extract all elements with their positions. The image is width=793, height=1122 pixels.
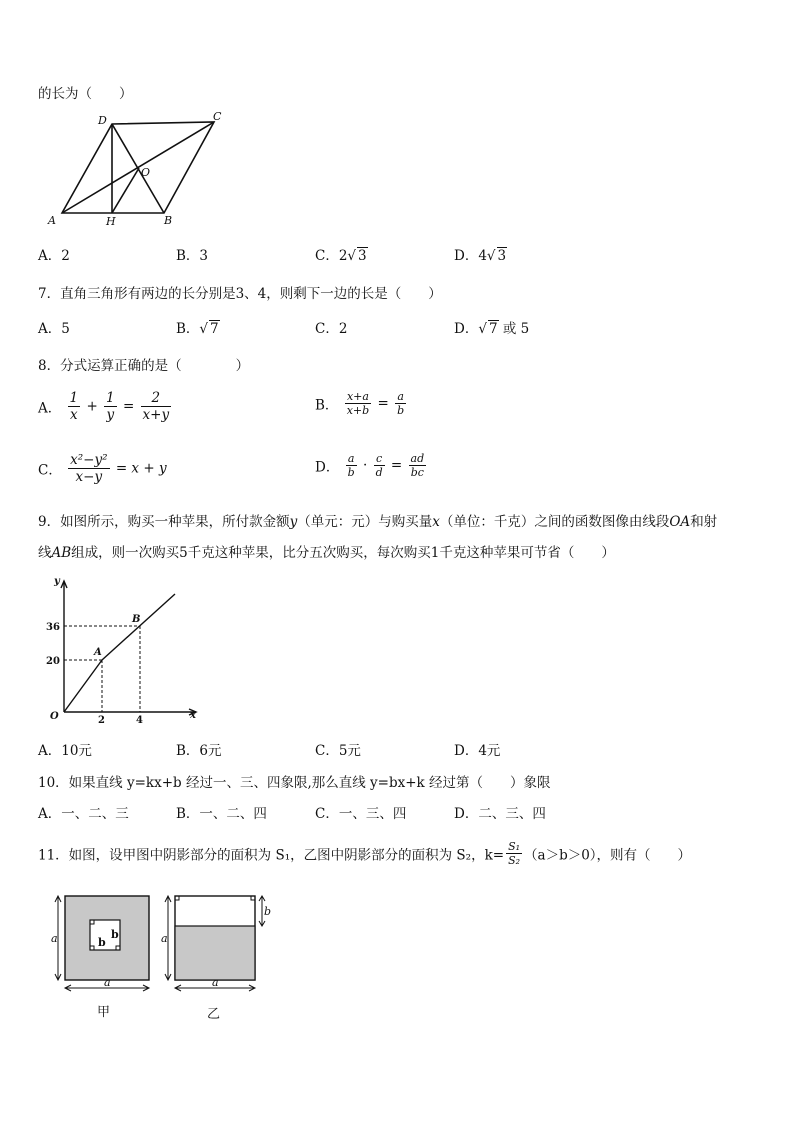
q8-option-a[interactable]: A． $\frac{1}{x}$ + $\frac{1}{y}$ = $\frac{2}{x+y}$ bbox=[38, 390, 170, 423]
fig2-label-a-left: a bbox=[161, 932, 168, 945]
q8-option-d[interactable]: D． $\frac{a}{b}$ · $\frac{c}{d}$ = $\frac{ad}{bc}$ bbox=[315, 452, 425, 479]
q6-option-a[interactable]: A．2 bbox=[38, 248, 70, 264]
label-d: D bbox=[98, 114, 107, 127]
q6-option-b[interactable]: B．3 bbox=[176, 248, 209, 264]
label-o: O bbox=[141, 166, 151, 179]
q6-option-c-label: C．2 bbox=[315, 248, 348, 264]
fig1-label-a-bottom: a bbox=[104, 976, 111, 989]
q8-option-c[interactable]: C． $\frac{\text{x²−y²}}{x-y}$ = x + y bbox=[38, 452, 167, 485]
q6-option-d-label: D．4 bbox=[454, 248, 487, 264]
sqrt-symbol: √ 7 bbox=[199, 321, 219, 337]
x-tick-label: 4 bbox=[136, 715, 143, 726]
fig1-caption: 甲 bbox=[97, 1005, 111, 1020]
q10-option-d[interactable]: D．二、三、四 bbox=[454, 806, 546, 822]
fig1-label-b1: b bbox=[111, 928, 119, 941]
q8-option-b[interactable]: B． $\frac{x+a}{x+b}$ = $\frac{a}{b}$ bbox=[315, 390, 405, 417]
q6-option-d[interactable] bbox=[454, 244, 507, 264]
fig2-label-b: b bbox=[264, 905, 272, 918]
q9-option-d[interactable]: D．4元 bbox=[454, 743, 501, 759]
q9-option-b[interactable]: B．6元 bbox=[176, 743, 222, 759]
q10-stem: 10．如果直线 y=kx+b 经过一、三、四象限,那么直线 y=bx+k 经过第（ ）象限 bbox=[38, 775, 551, 791]
q9-stem-line2: 线AB组成，则一次购买5千克这种苹果，比分五次购买，每次购买1千克这种苹果可节省（ ） bbox=[38, 545, 615, 561]
x-tick-label: 2 bbox=[98, 715, 105, 726]
q10-option-a[interactable]: A．一、二、三 bbox=[38, 806, 129, 822]
sqrt-symbol: √ 3 bbox=[347, 248, 367, 264]
sqrt-symbol: √ 3 bbox=[486, 248, 507, 264]
q6-parallelogram-figure bbox=[40, 108, 240, 230]
q6-stem-tail: 的长为（ ） bbox=[38, 86, 133, 102]
q11-stem: 11．如图，设甲图中阴影部分的面积为 S₁，乙图中阴影部分的面积为 S₂，k= $\frac{\text{S₁}}{\text{S₂}}$ （a＞b＞0），则有（ ） bbox=[38, 840, 692, 867]
q10-option-c[interactable]: C．一、三、四 bbox=[315, 806, 407, 822]
y-tick-label: 36 bbox=[46, 622, 60, 633]
segment-oa bbox=[64, 660, 102, 712]
q7-stem: 7．直角三角形有两边的长分别是3、4，则剩下一边的长是（ ） bbox=[38, 286, 442, 302]
q7-option-c[interactable]: C．2 bbox=[315, 321, 348, 337]
label-c: C bbox=[213, 110, 222, 123]
q9-stem-line1: 9．如图所示，购买一种苹果，所付款金额y（单元：元）与购买量x（单位：千克）之间的函数图像由线段OA和射 bbox=[38, 514, 718, 530]
q10-option-b[interactable]: B．一、二、四 bbox=[176, 806, 267, 822]
x-axis-label: x bbox=[190, 710, 196, 721]
q7-option-a[interactable]: A．5 bbox=[38, 321, 70, 337]
y-tick-label: 20 bbox=[46, 656, 60, 667]
q9-option-c[interactable]: C．5元 bbox=[315, 743, 361, 759]
point-a-label: A bbox=[94, 647, 102, 658]
sqrt-symbol: √ 7 bbox=[478, 321, 498, 337]
q7-option-d[interactable]: D．√ 7 或 5 bbox=[454, 321, 530, 337]
fig2-label-a-bottom: a bbox=[212, 976, 219, 989]
fig2-caption: 乙 bbox=[207, 1007, 221, 1022]
origin-label: O bbox=[50, 711, 59, 722]
fig1-label-a-left: a bbox=[51, 932, 58, 945]
y-axis-label: y bbox=[54, 576, 60, 587]
fig1-label-b2: b bbox=[98, 936, 106, 949]
q9-option-a[interactable]: A．10元 bbox=[38, 743, 92, 759]
label-a: A bbox=[48, 214, 56, 227]
q6-option-c[interactable] bbox=[315, 244, 368, 264]
q9-function-graph bbox=[40, 572, 210, 730]
q11-figures bbox=[40, 888, 290, 1023]
label-b: B bbox=[164, 214, 173, 227]
point-b-label: B bbox=[132, 614, 141, 625]
q7-option-b[interactable]: B．√ 7 bbox=[176, 321, 219, 337]
label-h: H bbox=[106, 215, 116, 228]
q8-stem: 8．分式运算正确的是（ ） bbox=[38, 358, 250, 374]
ray-ab bbox=[102, 594, 175, 660]
